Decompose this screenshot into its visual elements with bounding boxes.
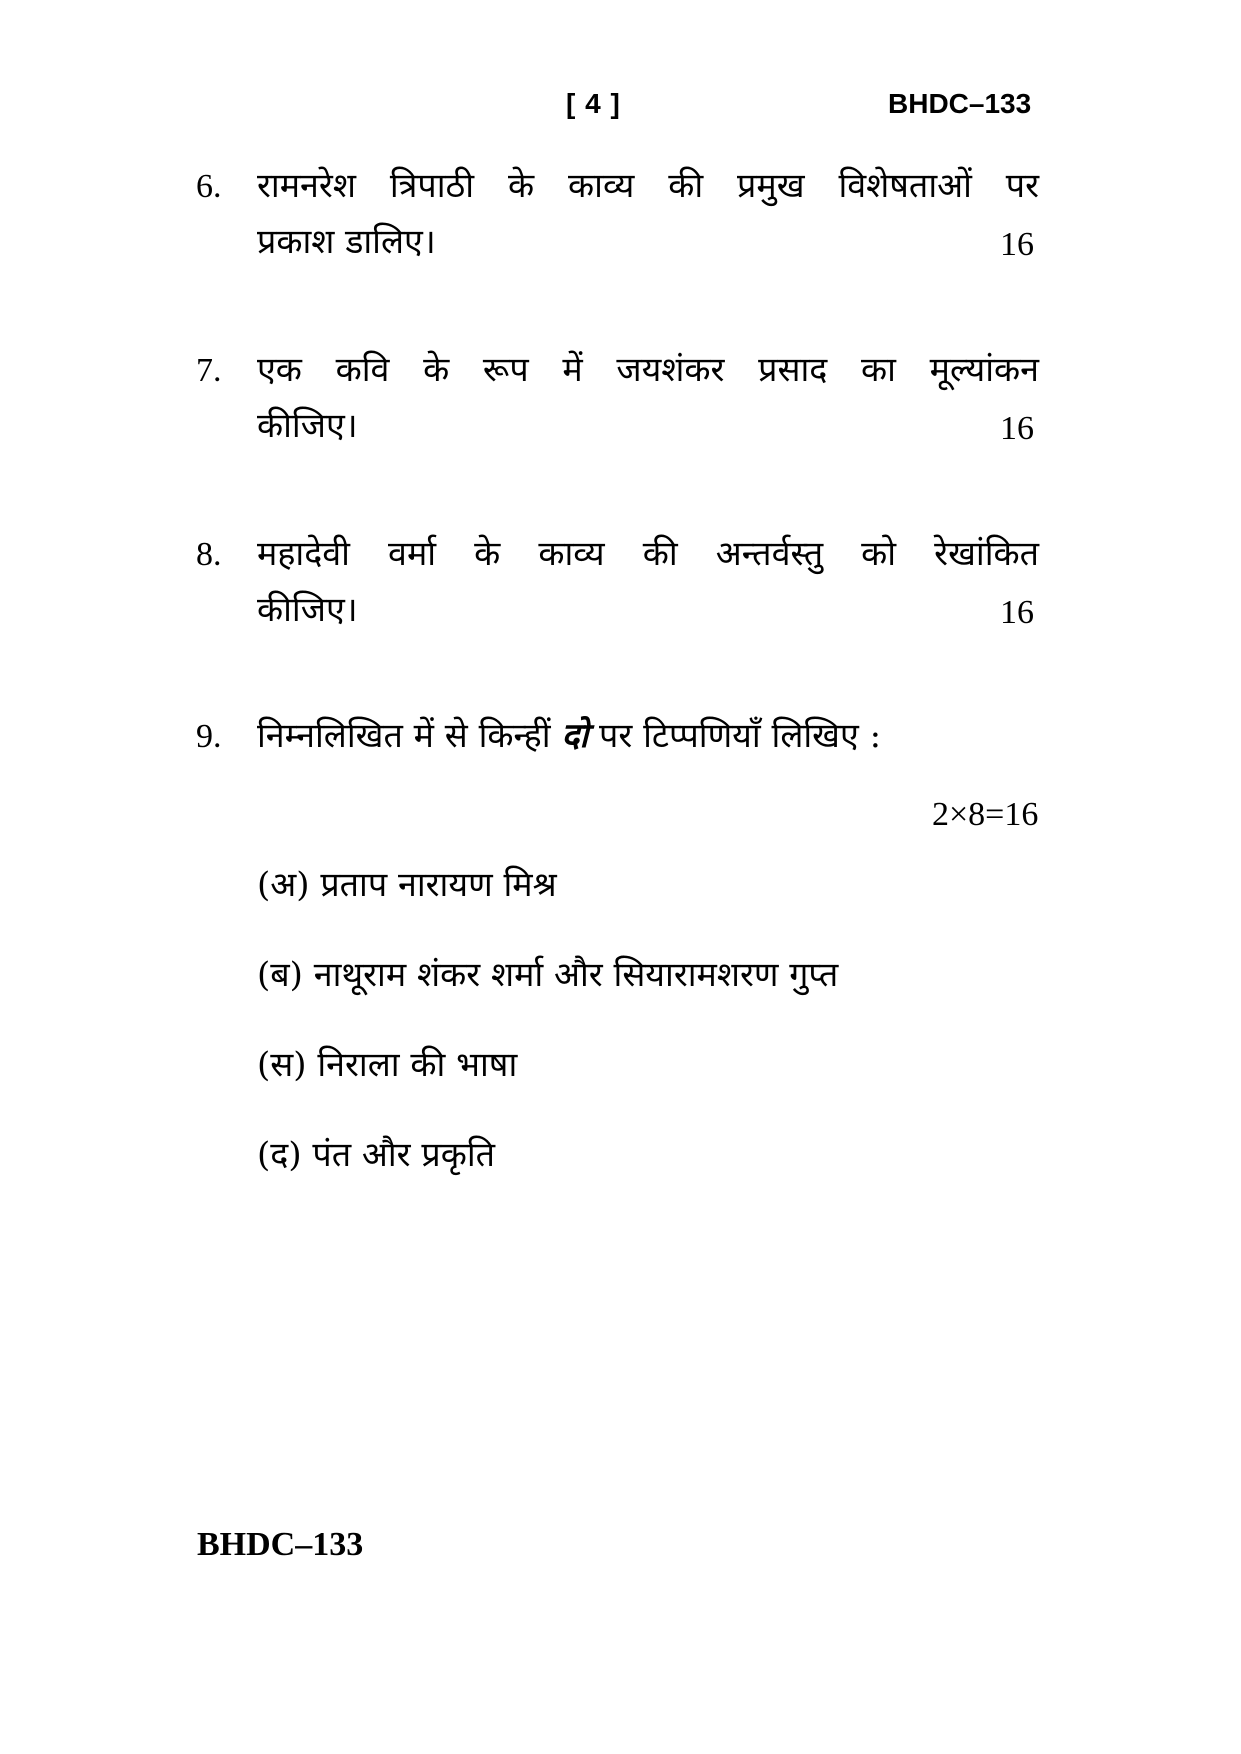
question-marks: 2×8=16: [932, 796, 1039, 833]
question-marks: 16: [1000, 226, 1034, 263]
question-marks: 16: [1000, 410, 1034, 447]
question-text-line1: महादेवी वर्मा के काव्य की अन्तर्वस्तु को रेखांकित: [257, 534, 1039, 574]
question-text-line2: प्रकाश डालिए।: [257, 222, 436, 262]
question-text-line2: कीजिए।: [257, 590, 358, 630]
question-number: 7.: [196, 352, 222, 389]
question-text-after: पर टिप्पणियाँ लिखिए :: [599, 716, 882, 756]
page-number: [ 4 ]: [566, 88, 621, 119]
header-course-code: BHDC–133: [888, 88, 1032, 119]
question-number: 8.: [196, 536, 222, 573]
question-text-line1: रामनरेश त्रिपाठी के काव्य की प्रमुख विशेषताओं पर: [257, 166, 1039, 206]
question-marks: 16: [1000, 594, 1034, 631]
option-d: (द) पंत और प्रकृति: [257, 1135, 496, 1175]
question-text-before: निम्नलिखित में से किन्हीं: [257, 716, 551, 756]
option-c: (स) निराला की भाषा: [257, 1045, 518, 1085]
option-a: (अ) प्रताप नारायण मिश्र: [257, 865, 557, 905]
question-text-line1: [257, 714, 1017, 758]
question-number: 6.: [196, 168, 222, 205]
question-text-line2: कीजिए।: [257, 406, 358, 446]
question-text-emphasis: दो: [561, 716, 589, 756]
question-text-line1: एक कवि के रूप में जयशंकर प्रसाद का मूल्यांकन: [257, 350, 1039, 390]
footer-course-code: BHDC–133: [197, 1526, 364, 1563]
question-number: 9.: [196, 718, 222, 755]
option-b: (ब) नाथूराम शंकर शर्मा और सियारामशरण गुप्त: [257, 955, 839, 995]
